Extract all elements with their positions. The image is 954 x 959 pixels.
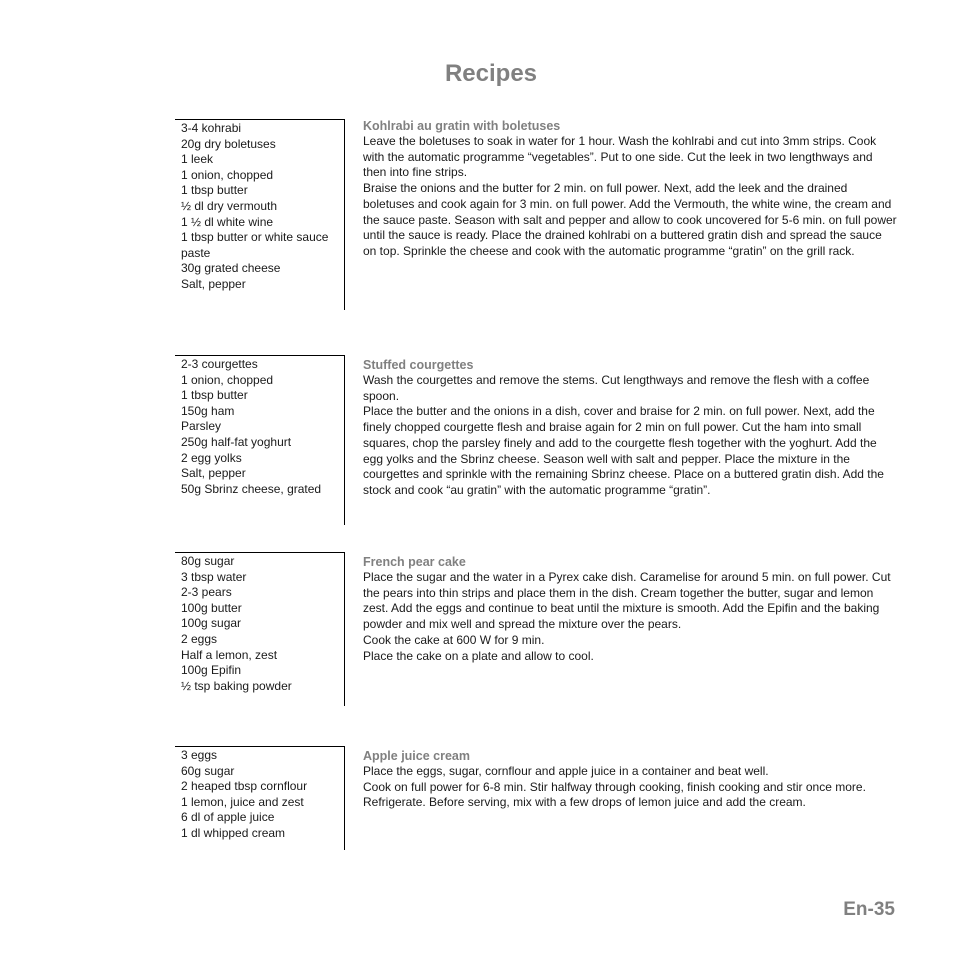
ingredient-item: Salt, pepper [181,466,246,481]
ingredient-item: 150g ham [181,403,235,418]
ingredient-item: 50g Sbrinz cheese, grated [181,481,322,496]
ingredient-item: 1 dl whipped cream [181,825,286,840]
method-paragraph: Place the butter and the onions in a dish, cover and braise for 2 min. on full power. Next, add the finely chopped courgette flesh and braise again for 2 min on full power. Cut the ham into small squares, chop the parsley finely and add to the courgette flesh together with the yoghurt. Add the egg yolks and the Sbrinz cheese. Season well with salt and pepper. Place the mixture in the courgettes and sprinkle with the remaining Sbrinz cheese. Place on a buttered gratin dish. Add the stock and cook “au gratin” with the automatic programme “gratin”. [363,404,884,497]
recipe-method [363,748,898,811]
method-paragraph: Refrigerate. Before serving, mix with a few drops of lemon juice and add the cream. [363,795,806,810]
method-paragraph: Wash the courgettes and remove the stems. Cut lengthways and remove the flesh with a coffee spoon. [363,373,870,403]
ingredients-list [175,552,345,706]
ingredient-item: 30g grated cheese [181,261,281,276]
ingredient-item: Half a lemon, zest [181,647,278,662]
ingredient-item: 1 onion, chopped [181,372,274,387]
ingredient-item: 2-3 courgettes [181,357,258,371]
method-paragraph: Leave the boletuses to soak in water for 1 hour. Wash the kohlrabi and cut into 3mm strips. Cook with the automatic programme “vegetables”. Put to one side. Cut the leek in two lengthways and then into fine strips. [363,134,877,180]
ingredient-item: 1 ½ dl white wine [181,214,274,229]
recipe-title: Stuffed courgettes [363,358,474,372]
ingredient-item: ½ dl dry vermouth [181,198,278,213]
ingredient-item: 1 tbsp butter [181,388,248,403]
ingredient-item: 1 tbsp butter or white sauce paste [181,230,329,260]
recipe-method [363,118,898,260]
ingredient-item: 3-4 kohrabi [181,121,242,135]
recipe-method [363,554,898,664]
method-paragraph: Place the eggs, sugar, cornflour and apple juice in a container and beat well. [363,764,769,778]
page-title: Recipes [444,60,538,87]
ingredient-item: 3 tbsp water [181,569,247,584]
ingredient-item: 1 onion, chopped [181,167,274,182]
ingredient-item: 80g sugar [181,554,235,568]
ingredient-item: 250g half-fat yoghurt [181,434,292,449]
ingredient-item: 1 tbsp butter [181,183,248,198]
ingredient-item: 6 dl of apple juice [181,810,275,825]
ingredient-item: 2-3 pears [181,585,232,600]
ingredient-item: 1 lemon, juice and zest [181,794,304,809]
method-paragraph: Braise the onions and the butter for 2 min. on full power. Next, add the leek and the drained boletuses and cook again for 3 min. on full power. Add the Vermouth, the white wine, the cream and the sauce paste. Season with salt and pepper and allow to cook uncovered for 5-6 min. on full power until the sauce is ready. Place the drained kohlrabi on a buttered gratin dish and spread the sauce on top. Sprinkle the cheese and cook with the automatic programme “gratin” on the grill rack. [363,181,897,258]
ingredient-item: 2 egg yolks [181,450,242,465]
ingredients-list [175,355,345,525]
ingredient-item: 100g Epifin [181,663,242,678]
ingredient-item: 100g butter [181,600,242,615]
recipe-method [363,357,898,499]
recipe-title: French pear cake [363,555,466,569]
ingredient-item: Parsley [181,419,222,434]
recipe-title: Apple juice cream [363,749,470,763]
ingredient-item: 1 leek [181,152,214,167]
method-paragraph: Cook the cake at 600 W for 9 min. [363,632,545,647]
ingredient-item: 3 eggs [181,748,218,762]
method-paragraph: Cook on full power for 6-8 min. Stir halfway through cooking, finish cooking and stir once more. [363,779,866,794]
page-number: En-35 [843,899,895,920]
ingredient-item: 60g sugar [181,763,235,778]
ingredient-item: ½ tsp baking powder [181,678,292,693]
ingredients-list [175,119,345,310]
ingredient-item: Salt, pepper [181,276,246,291]
ingredients-list [175,746,345,850]
ingredient-item: 2 eggs [181,631,218,646]
method-paragraph: Place the sugar and the water in a Pyrex cake dish. Caramelise for around 5 min. on full power. Cut the pears into thin strips and place them in the dish. Cream together the butter, sugar and lemon zest. Add the eggs and continue to beat until the mixture is smooth. Add the Epifin and the baking powder and mix well and spread the mixture over the pears. [363,570,891,632]
recipe-title: Kohlrabi au gratin with boletuses [363,119,561,133]
ingredient-item: 2 heaped tbsp cornflour [181,779,308,794]
ingredient-item: 100g sugar [181,616,242,631]
ingredient-item: 20g dry boletuses [181,136,276,151]
method-paragraph: Place the cake on a plate and allow to cool. [363,648,594,663]
